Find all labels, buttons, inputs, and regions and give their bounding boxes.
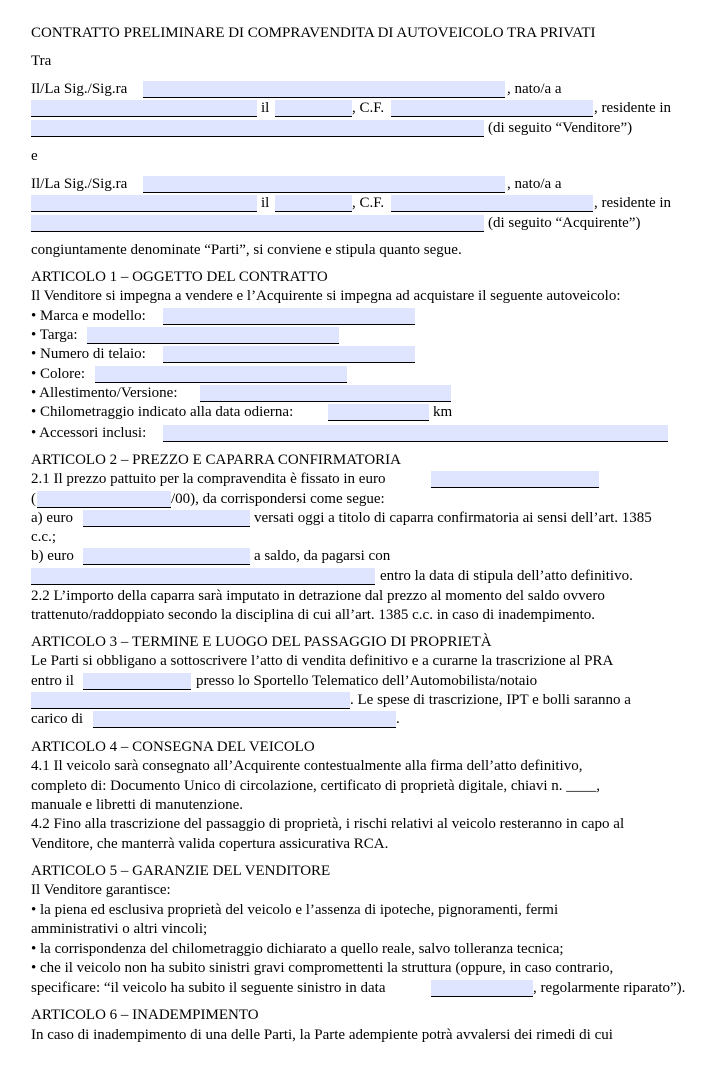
art3-heading: ARTICOLO 3 – TERMINE E LUOGO DEL PASSAGGIO DI PROPRIETÀ [31,634,492,650]
buyer-birthplace-field[interactable] [31,195,257,212]
art1-allestimento-label: • Allestimento/Versione: [31,385,178,401]
art2-cc: c.c.; [31,529,56,545]
luogo-field[interactable] [31,692,350,709]
art3-presso-text: presso lo Sportello Telematico dell’Automobilista/notaio [196,673,538,689]
marca-modello-field[interactable] [163,308,415,325]
targa-field[interactable] [87,327,339,344]
art2-entro-text: entro la data di stipula dell’atto definitivo. [380,568,633,584]
seller-il-label: il [261,100,270,116]
art6-heading: ARTICOLO 6 – INADEMPIMENTO [31,1007,259,1023]
buyer-name-label: Il/La Sig./Sig.ra [31,176,128,192]
e-label: e [31,148,38,164]
seller-cf-field[interactable] [391,100,593,117]
art5-line3: amministrativi o altri vincoli; [31,921,208,937]
art1-accessori-label: • Accessori inclusi: [31,425,147,441]
buyer-nato-label: , nato/a a [507,176,562,192]
art1-heading: ARTICOLO 1 – OGGETTO DEL CONTRATTO [31,269,328,285]
art3-spese-text: . Le spese di trascrizione, IPT e bolli saranno a [350,692,631,708]
art3-entro-label: entro il [31,673,74,689]
art2-b-text: a saldo, da pagarsi con [254,548,391,564]
chilometraggio-field[interactable] [328,404,429,421]
art2-a-label: a) euro [31,510,74,526]
allestimento-field[interactable] [200,385,451,402]
seller-cf-label: , C.F. [352,100,385,116]
seller-nato-label: , nato/a a [507,81,562,97]
buyer-residente-label: , residente in [594,195,672,211]
art1-marca-label: • Marca e modello: [31,308,146,324]
colore-field[interactable] [95,366,347,383]
art2-heading: ARTICOLO 2 – PREZZO E CAPARRA CONFIRMATORIA [31,452,401,468]
art5-heading: ARTICOLO 5 – GARANZIE DEL VENDITORE [31,863,331,879]
art2-line3: 2.2 L’importo della caparra sarà imputato in detrazione dal prezzo al momento del saldo ovvero [31,588,605,604]
parties-statement: congiuntamente denominate “Parti”, si conviene e stipula quanto segue. [31,242,462,258]
accessori-field[interactable] [163,425,668,442]
seller-birthplace-field[interactable] [31,100,257,117]
buyer-cf-label: , C.F. [352,195,385,211]
seller-residence-field[interactable] [31,120,484,137]
art1-telaio-label: • Numero di telaio: [31,346,146,362]
art4-line1: 4.1 Il veicolo sarà consegnato all’Acquirente contestualmente alla firma dell’atto definitivo, [31,758,583,774]
buyer-birthdate-field[interactable] [275,195,352,212]
art6-line1: In caso di inadempimento di una delle Parti, la Parte adempiente potrà avvalersi dei rimedi di cui [31,1027,613,1043]
art5-line6: specificare: “il veicolo ha subito il seguente sinistro in data [31,980,386,996]
art1-chilometraggio-label: • Chilometraggio indicato alla data odierna: [31,404,294,420]
prezzo-euro-field[interactable] [431,471,599,488]
sinistro-data-field[interactable] [431,980,533,997]
seller-birthdate-field[interactable] [275,100,352,117]
buyer-residence-field[interactable] [31,215,484,232]
art4-line5: Venditore, che manterrà valida copertura assicurativa RCA. [31,836,389,852]
art5-line2: • la piena ed esclusiva proprietà del veicolo e l’assenza di ipoteche, pignoramenti, fermi [31,902,559,918]
buyer-il-label: il [261,195,270,211]
seller-name-label: Il/La Sig./Sig.ra [31,81,128,97]
art1-colore-label: • Colore: [31,366,85,382]
seller-role-label: (di seguito “Venditore”) [488,120,633,136]
art2-b-label: b) euro [31,548,74,564]
termine-data-field[interactable] [83,673,191,690]
saldo-euro-field[interactable] [83,548,250,565]
art1-targa-label: • Targa: [31,327,78,343]
art1-intro: Il Venditore si impegna a vendere e l’Acquirente si impegna ad acquistare il seguente autoveicolo: [31,288,621,304]
art5-line6-end: , regolarmente riparato”). [533,980,686,996]
art2-line1: 2.1 Il prezzo pattuito per la compravendita è fissato in euro [31,471,386,487]
telaio-field[interactable] [163,346,415,363]
art3-dot: . [396,711,400,727]
tra-label: Tra [31,53,52,69]
art5-line4: • la corrispondenza del chilometraggio dichiarato a quello reale, salvo tolleranza tecnica; [31,941,564,957]
art5-line1: Il Venditore garantisce: [31,882,171,898]
saldo-modalita-field[interactable] [31,568,375,585]
document-title: CONTRATTO PRELIMINARE DI COMPRAVENDITA DI AUTOVEICOLO TRA PRIVATI [31,25,596,41]
art4-line4: 4.2 Fino alla trascrizione del passaggio di proprietà, i rischi relativi al veicolo resteranno in capo al [31,816,625,832]
art1-km-label: km [433,404,453,420]
art5-line5: • che il veicolo non ha subito sinistri gravi compromettenti la struttura (oppure, in caso contrario, [31,960,614,976]
buyer-role-label: (di seguito “Acquirente”) [488,215,641,231]
buyer-cf-field[interactable] [391,195,593,212]
seller-residente-label: , residente in [594,100,672,116]
art2-a-text: versati oggi a titolo di caparra confirmatoria ai sensi dell’art. 1385 [254,510,652,526]
art2-line2: /00), da corrispondersi come segue: [171,491,385,507]
art2-line4: trattenuto/raddoppiato secondo la disciplina di cui all’art. 1385 c.c. in caso di inadempimento. [31,607,596,623]
carico-field[interactable] [93,711,396,728]
art3-line1: Le Parti si obbligano a sottoscrivere l’atto di vendita definitivo e a curarne la trascrizione al PRA [31,653,614,669]
art4-line3: manuale e libretti di manutenzione. [31,797,244,813]
art2-paren-open: ( [31,491,36,507]
art4-heading: ARTICOLO 4 – CONSEGNA DEL VEICOLO [31,739,315,755]
art3-carico-label: carico di [31,711,84,727]
prezzo-lettere-field[interactable] [37,491,171,508]
buyer-name-field[interactable] [143,176,505,193]
seller-name-field[interactable] [143,81,505,98]
caparra-euro-field[interactable] [83,510,250,527]
art4-line2: completo di: Documento Unico di circolazione, certificato di proprietà digitale, chiavi n. ____, [31,778,600,794]
